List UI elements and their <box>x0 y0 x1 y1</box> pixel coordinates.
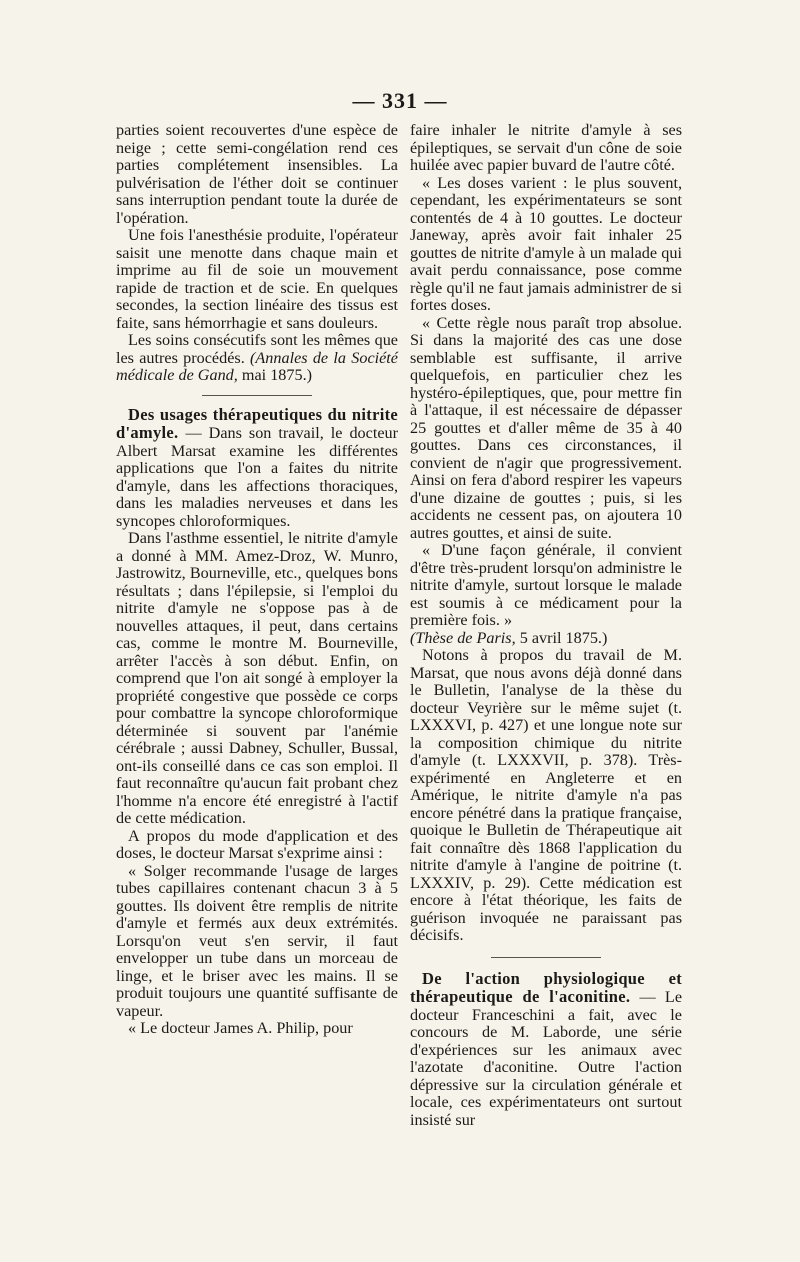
source-date: 5 avril 1875.) <box>519 628 608 647</box>
section-divider <box>491 957 601 958</box>
section-divider <box>202 395 312 396</box>
paragraph: « Le docteur James A. Philip, pour <box>128 1019 353 1037</box>
source-citation: (Annales de la Société médicale de Gand, <box>116 348 398 384</box>
right-column <box>410 122 682 1129</box>
paragraph: A propos du mode d'application et des doses, le docteur Marsat s'exprime ainsi : <box>116 826 398 862</box>
paragraph: Une fois l'anesthésie produite, l'opérateur saisit une menotte dans chaque main et imprime au fil de soie un mouvement rapide de traction et de scie. En quelques secondes, la section linéaire des tissus est faite, sans hémorrhagie et sans douleurs. <box>116 226 398 332</box>
paragraph <box>116 332 398 385</box>
paragraph: Dans l'asthme essentiel, le nitrite d'amyle a donné à MM. Amez-Droz, W. Munro, Jastrowitz, Bourneville, etc., quelques bons résultats ; dans l'épilepsie, si l'emploi du nitrite d'amyle ne s'oppose pas à de nouvelles attaques, il peut, dans certains cas, comme le montre M. Bourneville, arrêter l'accès à son début. Enfin, on comprend que l'on ait songé à employer la propriété congestive que possède ce corps pour combattre la syncope chloroformique déterminée si souvent par l'anémie cérébrale ; aussi Dabney, Schuller, Bussal, ont-ils conseillé dans ce cas son emploi. Il faut reconnaître qu'aucun fait probant chez l'homme n'a encore été enregistré à l'actif de cette médication. <box>116 529 398 827</box>
source-date: mai 1875.) <box>241 366 313 384</box>
source-citation: (Thèse de Paris, <box>410 628 516 647</box>
section-title: Des usages thérapeutiques du nitrite d'amyle. <box>116 404 398 442</box>
paragraph <box>116 406 398 531</box>
paragraph: « Cette règle nous paraît trop absolue. Si dans la majorité des cas une dose semblable est suffisante, il arrive quelquefois, en particulier chez les hystéro-épileptiques, que, pour mettre fin à l'attaque, il est nécessaire de dépasser 25 gouttes et d'aller même de 35 à 40 gouttes. Dans ces circonstances, il convient de n'agir que progressivement. Ainsi on fera d'abord respirer les vapeurs d'une dizaine de gouttes ; puis, si les accidents ne cessent pas, on ajoutera 10 autres gouttes, et ainsi de suite. <box>410 313 682 542</box>
paragraph: Notons à propos du travail de M. Marsat, que nous avons déjà donné dans le Bulletin, l'analyse de la thèse du docteur Veyrière sur le même sujet (t. LXXXVI, p. 427) et une longue note sur la composition chimique du nitrite d'amyle (t. LXXXVII, p. 378). Très-expérimenté en Angleterre et en Amérique, le nitrite d'amyle n'a pas encore pénétré dans la pratique française, quoique le Bulletin de Thérapeutique ait fait connaître dès 1868 l'application du nitrite d'amyle à l'angine de poitrine (t. LXXXIV, p. 29). Cette médication est encore à l'état théorique, les faits de guérison invoquée ne paraissant pas décisifs. <box>410 646 682 944</box>
paragraph: faire inhaler le nitrite d'amyle à ses épileptiques, se servait d'un cône de soie huilée avec papier buvard de l'autre côté. <box>410 121 682 174</box>
paragraph: parties soient recouvertes d'une espèce de neige ; cette semi-congélation rend ces parties complétement insensibles. La pulvérisation de l'éther doit se continuer sans interruption pendant toute la durée de l'opération. <box>116 121 398 227</box>
paragraph <box>410 970 682 1130</box>
paragraph-text: — Dans son travail, le docteur Albert Marsat examine les différentes applications que l'on a faites du nitrite d'amyle, dans les affections thoraciques, dans les maladies nerveuses et dans les syncopes chloroformiques. <box>116 424 398 530</box>
paragraph <box>410 630 682 648</box>
paragraph-text: — Le docteur Franceschini a fait, avec le concours de M. Laborde, une série d'expériences sur les animaux avec l'azotate d'aconitine. Outre l'action dépressive sur la circulation générale et locale, ces expérimentateurs ont surtout insisté sur <box>410 988 683 1129</box>
paragraph: « Les doses varient : le plus souvent, cependant, les expérimentateurs se sont contentés de 4 à 10 gouttes. Le docteur Janeway, après avoir fait inhaler 25 gouttes de nitrite d'amyle à un malade qui avait perdu connaissance, pose comme règle qu'il ne faut jamais administrer de si fortes doses. <box>410 173 682 314</box>
paragraph-text: Les soins consécutifs sont les mêmes que les autres procédés. <box>116 331 398 367</box>
section-title: De l'action physiologique et thérapeutique de l'aconitine. <box>410 968 682 1006</box>
page-number: — 331 — <box>352 88 448 113</box>
paragraph: « D'une façon générale, il convient d'être très-prudent lorsqu'on administre le nitrite d'amyle, surtout lorsque le malade est soumis à ce médicament pour la première fois. » <box>410 541 682 629</box>
left-column <box>116 122 398 1038</box>
paragraph: « Solger recommande l'usage de larges tubes capillaires contenant chacun 3 à 5 gouttes. Ils doivent être remplis de nitrite d'amyle et fermés aux deux extrémités. Lorsqu'on veut s'en servir, il faut envelopper un tube dans un morceau de linge, et le briser avec les mains. Il se produit toujours une quantité suffisante de vapeur. <box>116 861 398 1020</box>
